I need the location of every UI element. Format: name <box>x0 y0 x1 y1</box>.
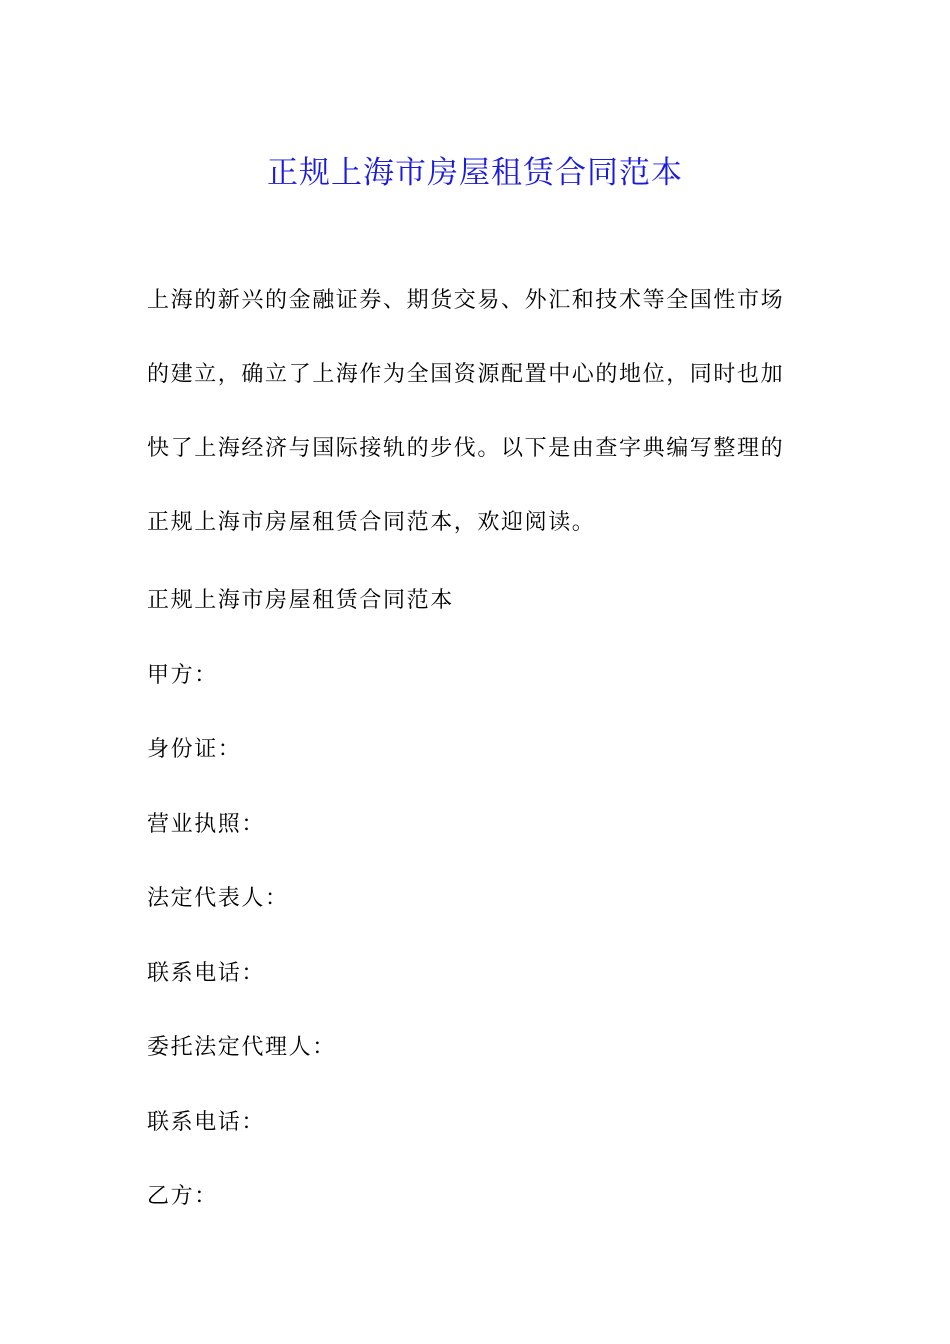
business-license-label: 营业执照： <box>147 811 266 837</box>
intro-paragraph <box>147 264 807 560</box>
authorized-agent-label: 委托法定代理人： <box>147 1035 336 1060</box>
intro-line: 上海的新兴的金融证券、期货交易、外汇和技术等全国性市场 <box>147 288 785 313</box>
contract-fields <box>147 564 454 1235</box>
contract-subtitle: 正规上海市房屋租赁合同范本 <box>147 588 454 613</box>
party-b-label: 乙方： <box>147 1184 218 1209</box>
intro-line: 正规上海市房屋租赁合同范本，欢迎阅读。 <box>147 510 596 535</box>
document-title: 正规上海市房屋租赁合同范本 <box>267 154 683 191</box>
contact-phone-label: 联系电话： <box>147 1109 266 1135</box>
intro-line: 快了上海经济与国际接轨的步伐。以下是由查字典编写整理的 <box>147 436 785 461</box>
id-card-label: 身份证： <box>147 737 242 762</box>
intro-line: 的建立，确立了上海作为全国资源配置中心的地位，同时也加 <box>147 362 785 387</box>
legal-representative-label: 法定代表人： <box>147 886 289 911</box>
contact-phone-label: 联系电话： <box>147 960 266 986</box>
party-a-label: 甲方： <box>147 662 218 688</box>
